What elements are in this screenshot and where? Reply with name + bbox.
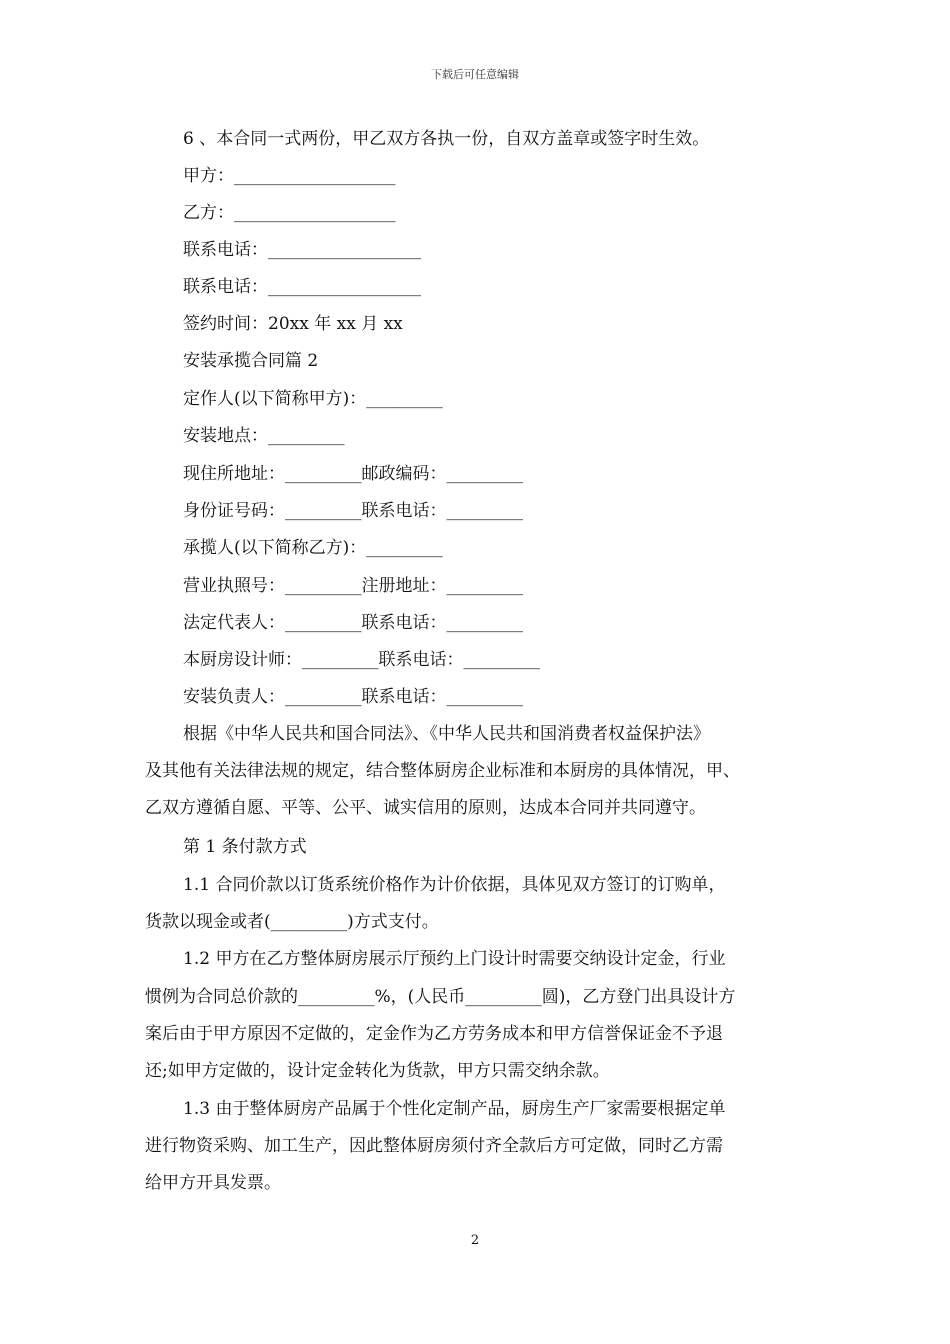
signing-date: 签约时间：20xx 年 xx 月 xx: [183, 314, 403, 334]
header-note: 下载后可任意编辑: [431, 68, 519, 81]
article-1-title: 第 1 条付款方式: [183, 837, 307, 857]
clause-1-1-line-1: 1.1 合同价款以订货系统价格作为计价依据，具体见双方签订的订购单，: [183, 875, 726, 895]
clause-1-3-line-2: 进行物资采购、加工生产，因此整体厨房须付齐全款后方可定做，同时乙方需: [145, 1136, 723, 1156]
legal-rep-line: 法定代表人：_________联系电话：_________: [183, 613, 523, 633]
phone-line-2: 联系电话：__________________: [183, 277, 421, 297]
party-a-line: 甲方：___________________: [183, 166, 396, 186]
clause-1-3-line-1: 1.3 由于整体厨房产品属于个性化定制产品，厨房生产厂家需要根据定单: [183, 1099, 726, 1119]
phone-line-1: 联系电话：__________________: [183, 240, 421, 260]
basis-paragraph-line-3: 乙双方遵循自愿、平等、公平、诚实信用的原则，达成本合同并共同遵守。: [145, 798, 706, 818]
orderer-line: 定作人(以下简称甲方)：_________: [183, 389, 443, 409]
clause-1-2-line-2: 惯例为合同总价款的_________%，(人民币_________圆)，乙方登门出具设计方: [145, 987, 736, 1007]
id-phone-line: 身份证号码：_________联系电话：_________: [183, 501, 523, 521]
section-title: 安装承揽合同篇 2: [183, 351, 319, 371]
clause-1-1-line-2: 货款以现金或者(_________)方式支付。: [145, 912, 439, 932]
clause-1-2-line-3: 案后由于甲方原因不定做的，定金作为乙方劳务成本和甲方信誉保证金不予退: [145, 1024, 723, 1044]
clause-6: 6 、本合同一式两份，甲乙双方各执一份，自双方盖章或签字时生效。: [183, 129, 710, 149]
clause-1-3-line-3: 给甲方开具发票。: [145, 1173, 281, 1193]
contractor-line: 承揽人(以下简称乙方)：_________: [183, 538, 443, 558]
install-manager-line: 安装负责人：_________联系电话：_________: [183, 687, 523, 707]
clause-1-2-line-1: 1.2 甲方在乙方整体厨房展示厅预约上门设计时需要交纳设计定金，行业: [183, 949, 726, 969]
basis-paragraph-line-1: 根据《中华人民共和国合同法》、《中华人民共和国消费者权益保护法》: [183, 724, 710, 744]
license-address-line: 营业执照号：_________注册地址：_________: [183, 576, 523, 596]
designer-line: 本厨房设计师：_________联系电话：_________: [183, 650, 540, 670]
install-location-line: 安装地点：_________: [183, 426, 345, 446]
party-b-line: 乙方：___________________: [183, 203, 396, 223]
basis-paragraph-line-2: 及其他有关法律法规的规定，结合整体厨房企业标准和本厨房的具体情况，甲、: [145, 761, 740, 781]
clause-1-2-line-4: 还;如甲方定做的，设计定金转化为货款，甲方只需交纳余款。: [145, 1061, 610, 1081]
page-number: 2: [470, 1233, 480, 1248]
address-postcode-line: 现住所地址：_________邮政编码：_________: [183, 464, 523, 484]
